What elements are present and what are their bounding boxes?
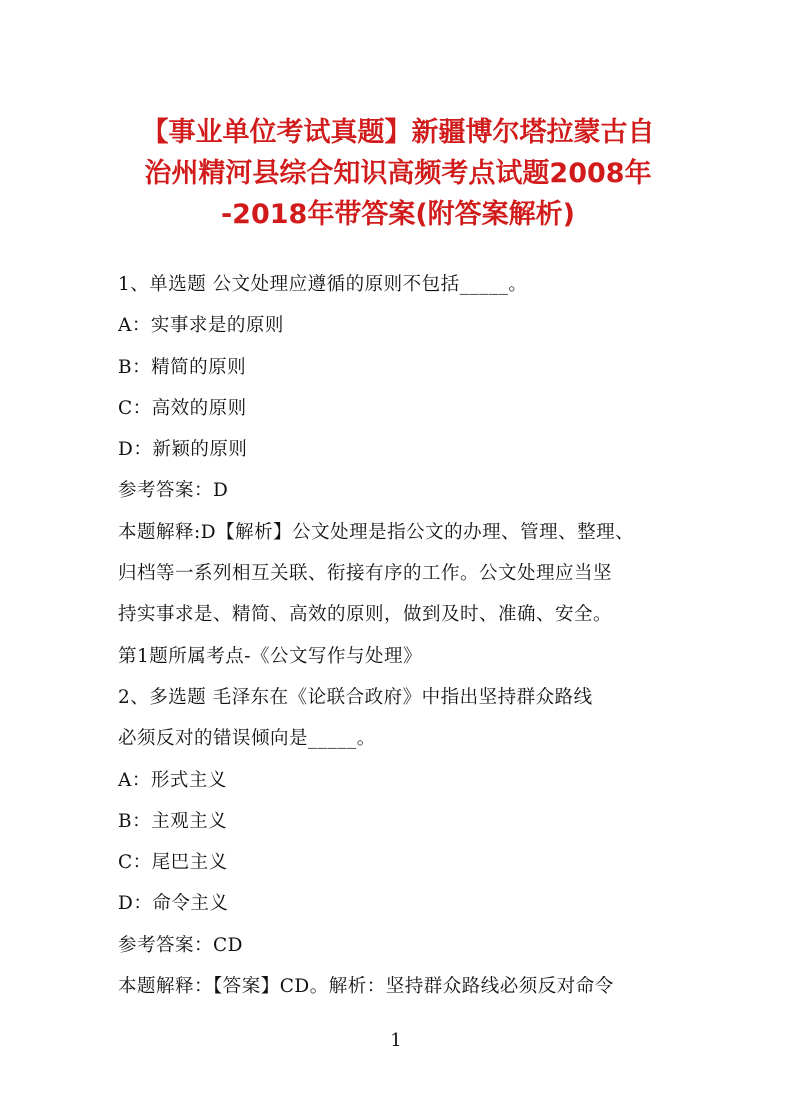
title-line: 治州精河县综合知识高频考点试题2008年 [144, 158, 652, 189]
title-line: 【事业单位考试真题】新疆博尔塔拉蒙古自 [141, 117, 655, 148]
title-line: -2018年带答案(附答案解析) [220, 199, 576, 230]
question-2-stem: 必须反对的错误倾向是_____。 [118, 728, 376, 750]
question-1-option-b: B：精简的原则 [118, 356, 247, 378]
question-2-answer: 参考答案：CD [118, 934, 243, 956]
question-2-stem: 2、多选题 毛泽东在《论联合政府》中指出坚持群众路线 [118, 686, 593, 708]
question-2-option-a: A：形式主义 [118, 769, 227, 791]
question-1-explanation: 持实事求是、精简、高效的原则，做到及时、准确、安全。 [118, 604, 613, 626]
question-2-option-b: B：主观主义 [118, 810, 228, 832]
question-1-option-c: C：高效的原则 [118, 397, 247, 419]
question-1-topic: 第1题所属考点-《公文写作与处理》 [118, 645, 423, 667]
question-1-option-d: D：新颖的原则 [118, 439, 248, 461]
question-2-explanation: 本题解释：【答案】CD。解析：坚持群众路线必须反对命令 [118, 976, 614, 998]
document-body [118, 264, 678, 1007]
question-1-explanation: 本题解释:D【解析】公文处理是指公文的办理、管理、整理、 [118, 521, 635, 543]
question-1-stem: 1、单选题 公文处理应遵循的原则不包括_____。 [118, 274, 528, 295]
question-1-explanation: 归档等一系列相互关联、衔接有序的工作。公文处理应当坚 [118, 563, 613, 585]
question-1-option-a: A：实事求是的原则 [118, 315, 284, 337]
page-number: 1 [390, 1030, 402, 1051]
question-2-option-c: C：尾巴主义 [118, 852, 228, 874]
document-title [118, 112, 678, 235]
question-2-option-d: D：命令主义 [118, 893, 229, 915]
question-1-answer: 参考答案：D [118, 480, 229, 502]
